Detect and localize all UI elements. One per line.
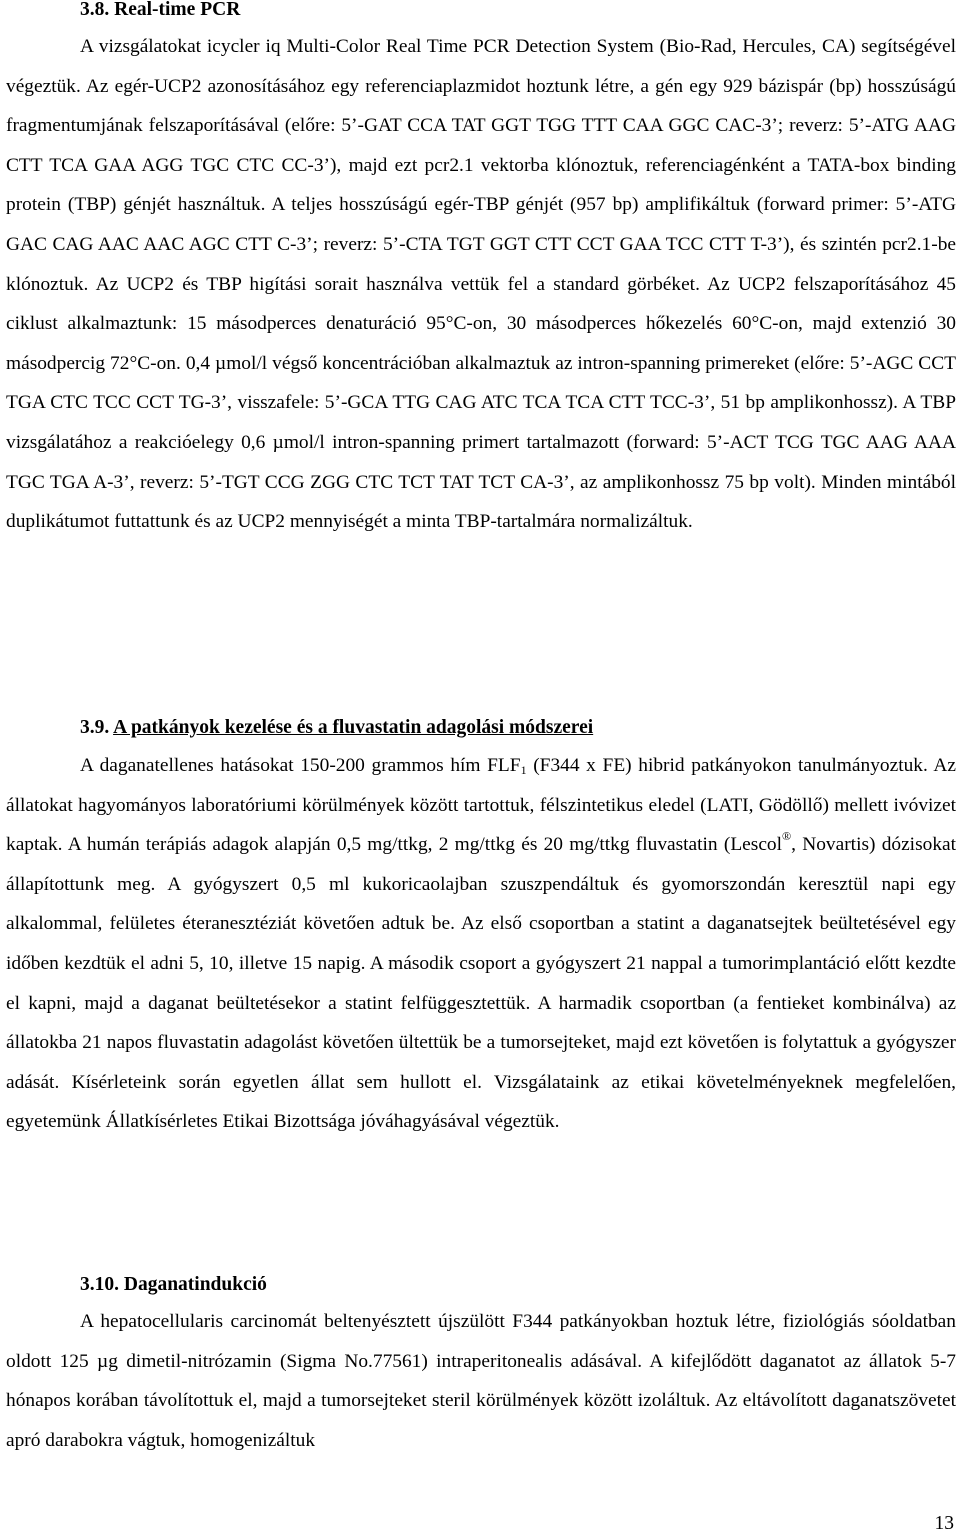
page-number: 13 bbox=[934, 1513, 954, 1534]
section-paragraph-3-10: A hepatocellularis carcinomát beltenyésztett újszülött F344 patkányokban hoztuk létre, fiziológiás sóoldatban oldott 125 µg dimetil-nitrózamin (Sigma No.77561) intraperitonealis adásával. A kifejlődött daganatot az állatok 5-7 hónapos korában távolítottuk el, majd a tumorsejteket steril körülmények között izoláltuk. Az eltávolított daganatszövetet apró darabokra vágtuk, homogenizáltuk bbox=[6, 1311, 956, 1451]
section-heading-3-9 bbox=[6, 717, 593, 739]
section-number: 3.9. bbox=[80, 717, 110, 738]
paragraph-text: , Novartis) dózisokat állapítottunk meg. A gyógyszert 0,5 ml kukoricaolajban szuszpendáltuk és gyomorszondán keresztül napi egy alkalommal, felületes éteranesztéziát követően adtuk be. Az első csoportban a statint a daganatsejtek beültetésével egy időben kezdtük el adni 5, 10, illetve 15 napig. A második csoport a gyógyszert 21 nappal a tumorimplantáció előtt kezdte el kapni, majd a daganat beültetésekor a statint felfüggesztettük. A harmadik csoportban (a fentieket kombinálva) az állatokba 21 napos fluvastatin adagolást követően ültettük be a tumorsejteket, majd ezt követően is folytattuk a gyógyszer adását. Kísérleteink során egyetlen állat sem hullott el. Vizsgálataink az etikai követelményeknek megfelelően, egyetemünk Állatkísérletes Etikai Bizottsága jóváhagyásával végeztük. bbox=[6, 834, 957, 1133]
section-number: 3.10. bbox=[80, 1274, 119, 1295]
section-title: Daganatindukció bbox=[123, 1274, 267, 1295]
section-number: 3.8. bbox=[80, 0, 110, 20]
section-title: Real-time PCR bbox=[114, 0, 241, 20]
section-heading-3-10 bbox=[6, 1274, 267, 1296]
registered-mark: ® bbox=[782, 829, 792, 844]
section-heading-3-8 bbox=[6, 0, 240, 21]
section-title: A patkányok kezelése és a fluvastatin adagolási módszerei bbox=[113, 717, 594, 738]
paragraph-text: (F344 x FE) hibrid patkányokon tanulmányoztuk. Az állatokat hagyományos laboratóriumi körülmények között tartottuk, félszintetikus eledel (LATI, Gödöllő) mellett ivóvizet kaptak. A humán terápiás adagok alapján 0,5 mg/ttkg, 2 mg/ttkg és 20 mg/ttkg fluvastatin (Lescol bbox=[6, 755, 957, 856]
paragraph-text: A daganatellenes hatásokat 150-200 grammos hím FLF bbox=[80, 755, 521, 776]
section-paragraph-3-9 bbox=[6, 746, 956, 1142]
section-paragraph-3-8: A vizsgálatokat icycler iq Multi-Color Real Time PCR Detection System (Bio-Rad, Hercules, CA) segítségével végeztük. Az egér-UCP2 azonosításához egy referenciaplazmidot hoztunk létre, a gén egy 929 bázispár (bp) hosszúságú fragmentumjának felszaporításával (előre: 5’-GAT CCA TAT GGT TGG TTT CAA GGC CAC-3’; reverz: 5’-ATG AAG CTT TCA GAA AGG TGC CTC CC-3’), majd ezt pcr2.1 vektorba klónoztuk, referenciagénként a TATA-box binding protein (TBP) génjét használtuk. A teljes hosszúságú egér-TBP génjét (957 bp) amplifikáltuk (forward primer: 5’-ATG GAC CAG AAC AAC AGC CTT C-3’; reverz: 5’-CTA TGT GGT CTT CCT GAA TCC CTT T-3’), és szintén pcr2.1-be klónoztuk. Az UCP2 és TBP higítási sorait használva vettük fel a standard görbéket. Az UCP2 felszaporításához 45 ciklust alkalmaztunk: 15 másodperces denaturáció 95°C-on, 30 másodperces hőkezelés 60°C-on, majd extenzió 30 másodpercig 72°C-on. 0,4 µmol/l végső koncentrációban alkalmaztuk az intron-spanning primereket (előre: 5’-AGC CCT TGA CTC TCC CCT TG-3’, visszafele: 5’-GCA TTG CAG ATC TCA TCA CTT TCC-3’, 51 bp amplikonhossz). A TBP vizsgálatához a reakcióelegy 0,6 µmol/l intron-spanning primert tartalmazott (forward: 5’-ACT TCG TGC AAG AAA TGC TGA A-3’, reverz: 5’-TGT CCG ZGG CTC TCT TAT TCT CA-3’, az amplikonhossz 75 bp volt). Minden mintából duplikátumot futtattunk és az UCP2 mennyiségét a minta TBP-tartalmára normalizáltuk. bbox=[6, 36, 956, 533]
subscript-text: 1 bbox=[520, 763, 527, 777]
